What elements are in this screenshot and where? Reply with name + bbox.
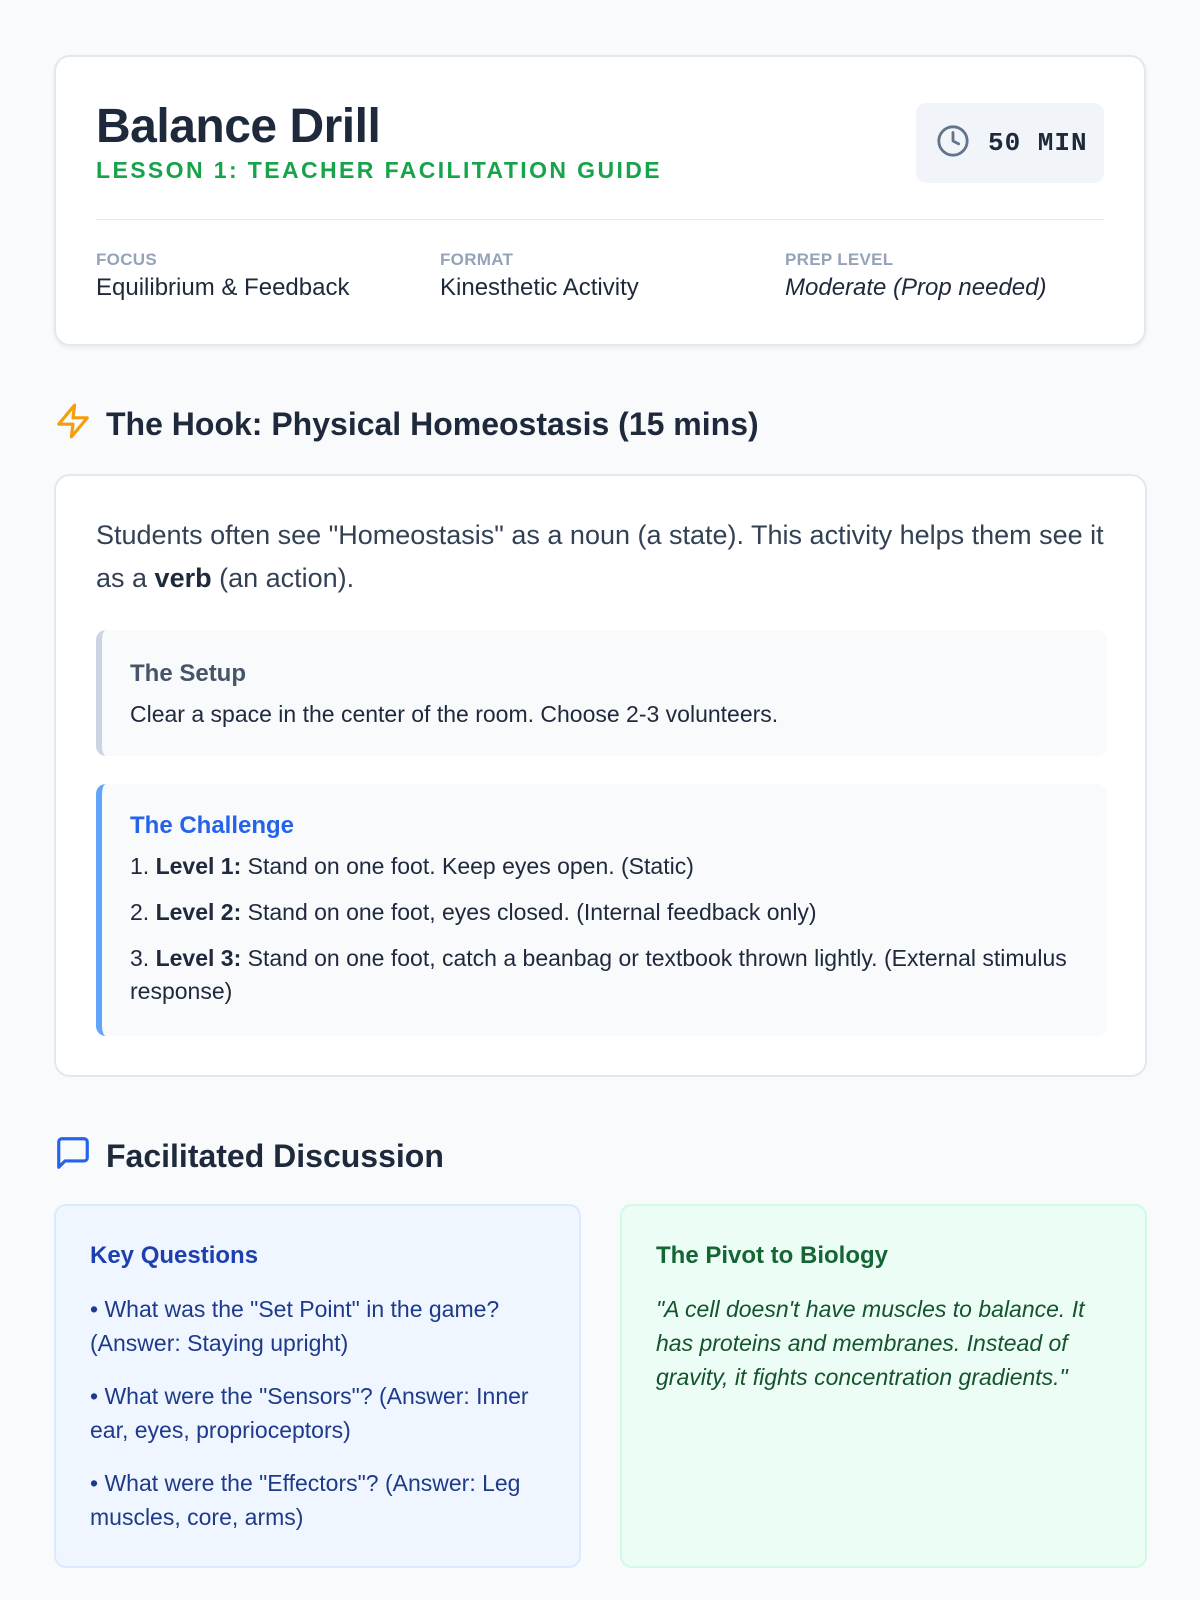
meta-value: Equilibrium & Feedback <box>96 274 350 301</box>
setup-title: The Setup <box>130 660 247 687</box>
setup-box <box>96 630 1107 756</box>
page-title: Balance Drill <box>96 100 381 153</box>
challenge-title: The Challenge <box>130 812 295 839</box>
level-text: Stand on one foot. Keep eyes open. (Static) <box>241 853 694 879</box>
discussion-section-heading <box>54 1134 444 1177</box>
key-questions-card <box>54 1204 581 1568</box>
list-item <box>130 942 1079 1008</box>
lesson-meta <box>96 249 1108 309</box>
meta-label: FOCUS <box>96 250 157 269</box>
list-item <box>130 850 1079 883</box>
meta-value: Moderate (Prop needed) <box>785 274 1047 301</box>
pivot-quote: "A cell doesn't have muscles to balance. It has proteins and membranes. Instead of gravity, it fights concentration gradients." <box>656 1296 1085 1390</box>
hook-intro <box>96 514 1105 600</box>
chat-bubble-icon <box>54 1134 92 1177</box>
meta-focus <box>96 249 349 305</box>
hook-section-heading <box>54 402 759 445</box>
level-text: Stand on one foot, eyes closed. (Internal feedback only) <box>241 899 817 925</box>
intro-emphasis: verb <box>154 563 212 593</box>
list-item <box>130 896 1079 929</box>
discussion-heading-text: Facilitated Discussion <box>106 1137 444 1174</box>
meta-value: Kinesthetic Activity <box>440 274 639 301</box>
level-label: Level 2: <box>155 899 242 925</box>
lesson-subtitle: LESSON 1: TEACHER FACILITATION GUIDE <box>96 157 663 183</box>
level-text: Stand on one foot, catch a beanbag or textbook thrown lightly. (External stimulus response) <box>130 945 1067 1004</box>
meta-prep-level <box>785 249 1047 305</box>
list-item: • What were the "Sensors"? (Answer: Inner ear, eyes, proprioceptors) <box>90 1383 529 1443</box>
list-item: • What was the "Set Point" in the game? (Answer: Staying upright) <box>90 1296 500 1356</box>
hook-heading-text: The Hook: Physical Homeostasis (15 mins) <box>106 405 759 442</box>
level-number: 3. <box>130 945 150 971</box>
level-number: 2. <box>130 899 150 925</box>
key-questions-list <box>90 1292 545 1534</box>
lightning-icon <box>54 402 92 445</box>
list-item: • What were the "Effectors"? (Answer: Leg muscles, core, arms) <box>90 1470 521 1530</box>
level-number: 1. <box>130 853 150 879</box>
lesson-header-card <box>54 55 1146 346</box>
meta-label: FORMAT <box>440 250 514 269</box>
meta-format <box>440 249 639 305</box>
challenge-box <box>96 784 1107 1036</box>
intro-text: Students often see "Homeostasis" as a noun (a state). This activity helps them see it as a <box>96 520 1104 593</box>
pivot-card <box>620 1204 1147 1568</box>
challenge-list <box>130 850 1079 1008</box>
level-label: Level 1: <box>155 853 242 879</box>
meta-label: PREP LEVEL <box>785 250 894 269</box>
header-divider <box>96 219 1104 220</box>
level-label: Level 3: <box>155 945 242 971</box>
key-questions-title: Key Questions <box>90 1242 259 1269</box>
duration-badge <box>916 103 1104 183</box>
hook-card <box>54 474 1147 1077</box>
setup-text: Clear a space in the center of the room. Choose 2-3 volunteers. <box>130 701 779 727</box>
pivot-title: The Pivot to Biology <box>656 1242 888 1269</box>
intro-text-end: (an action). <box>211 563 355 593</box>
clock-icon <box>936 124 970 163</box>
duration-text: 50 MIN <box>988 128 1088 158</box>
